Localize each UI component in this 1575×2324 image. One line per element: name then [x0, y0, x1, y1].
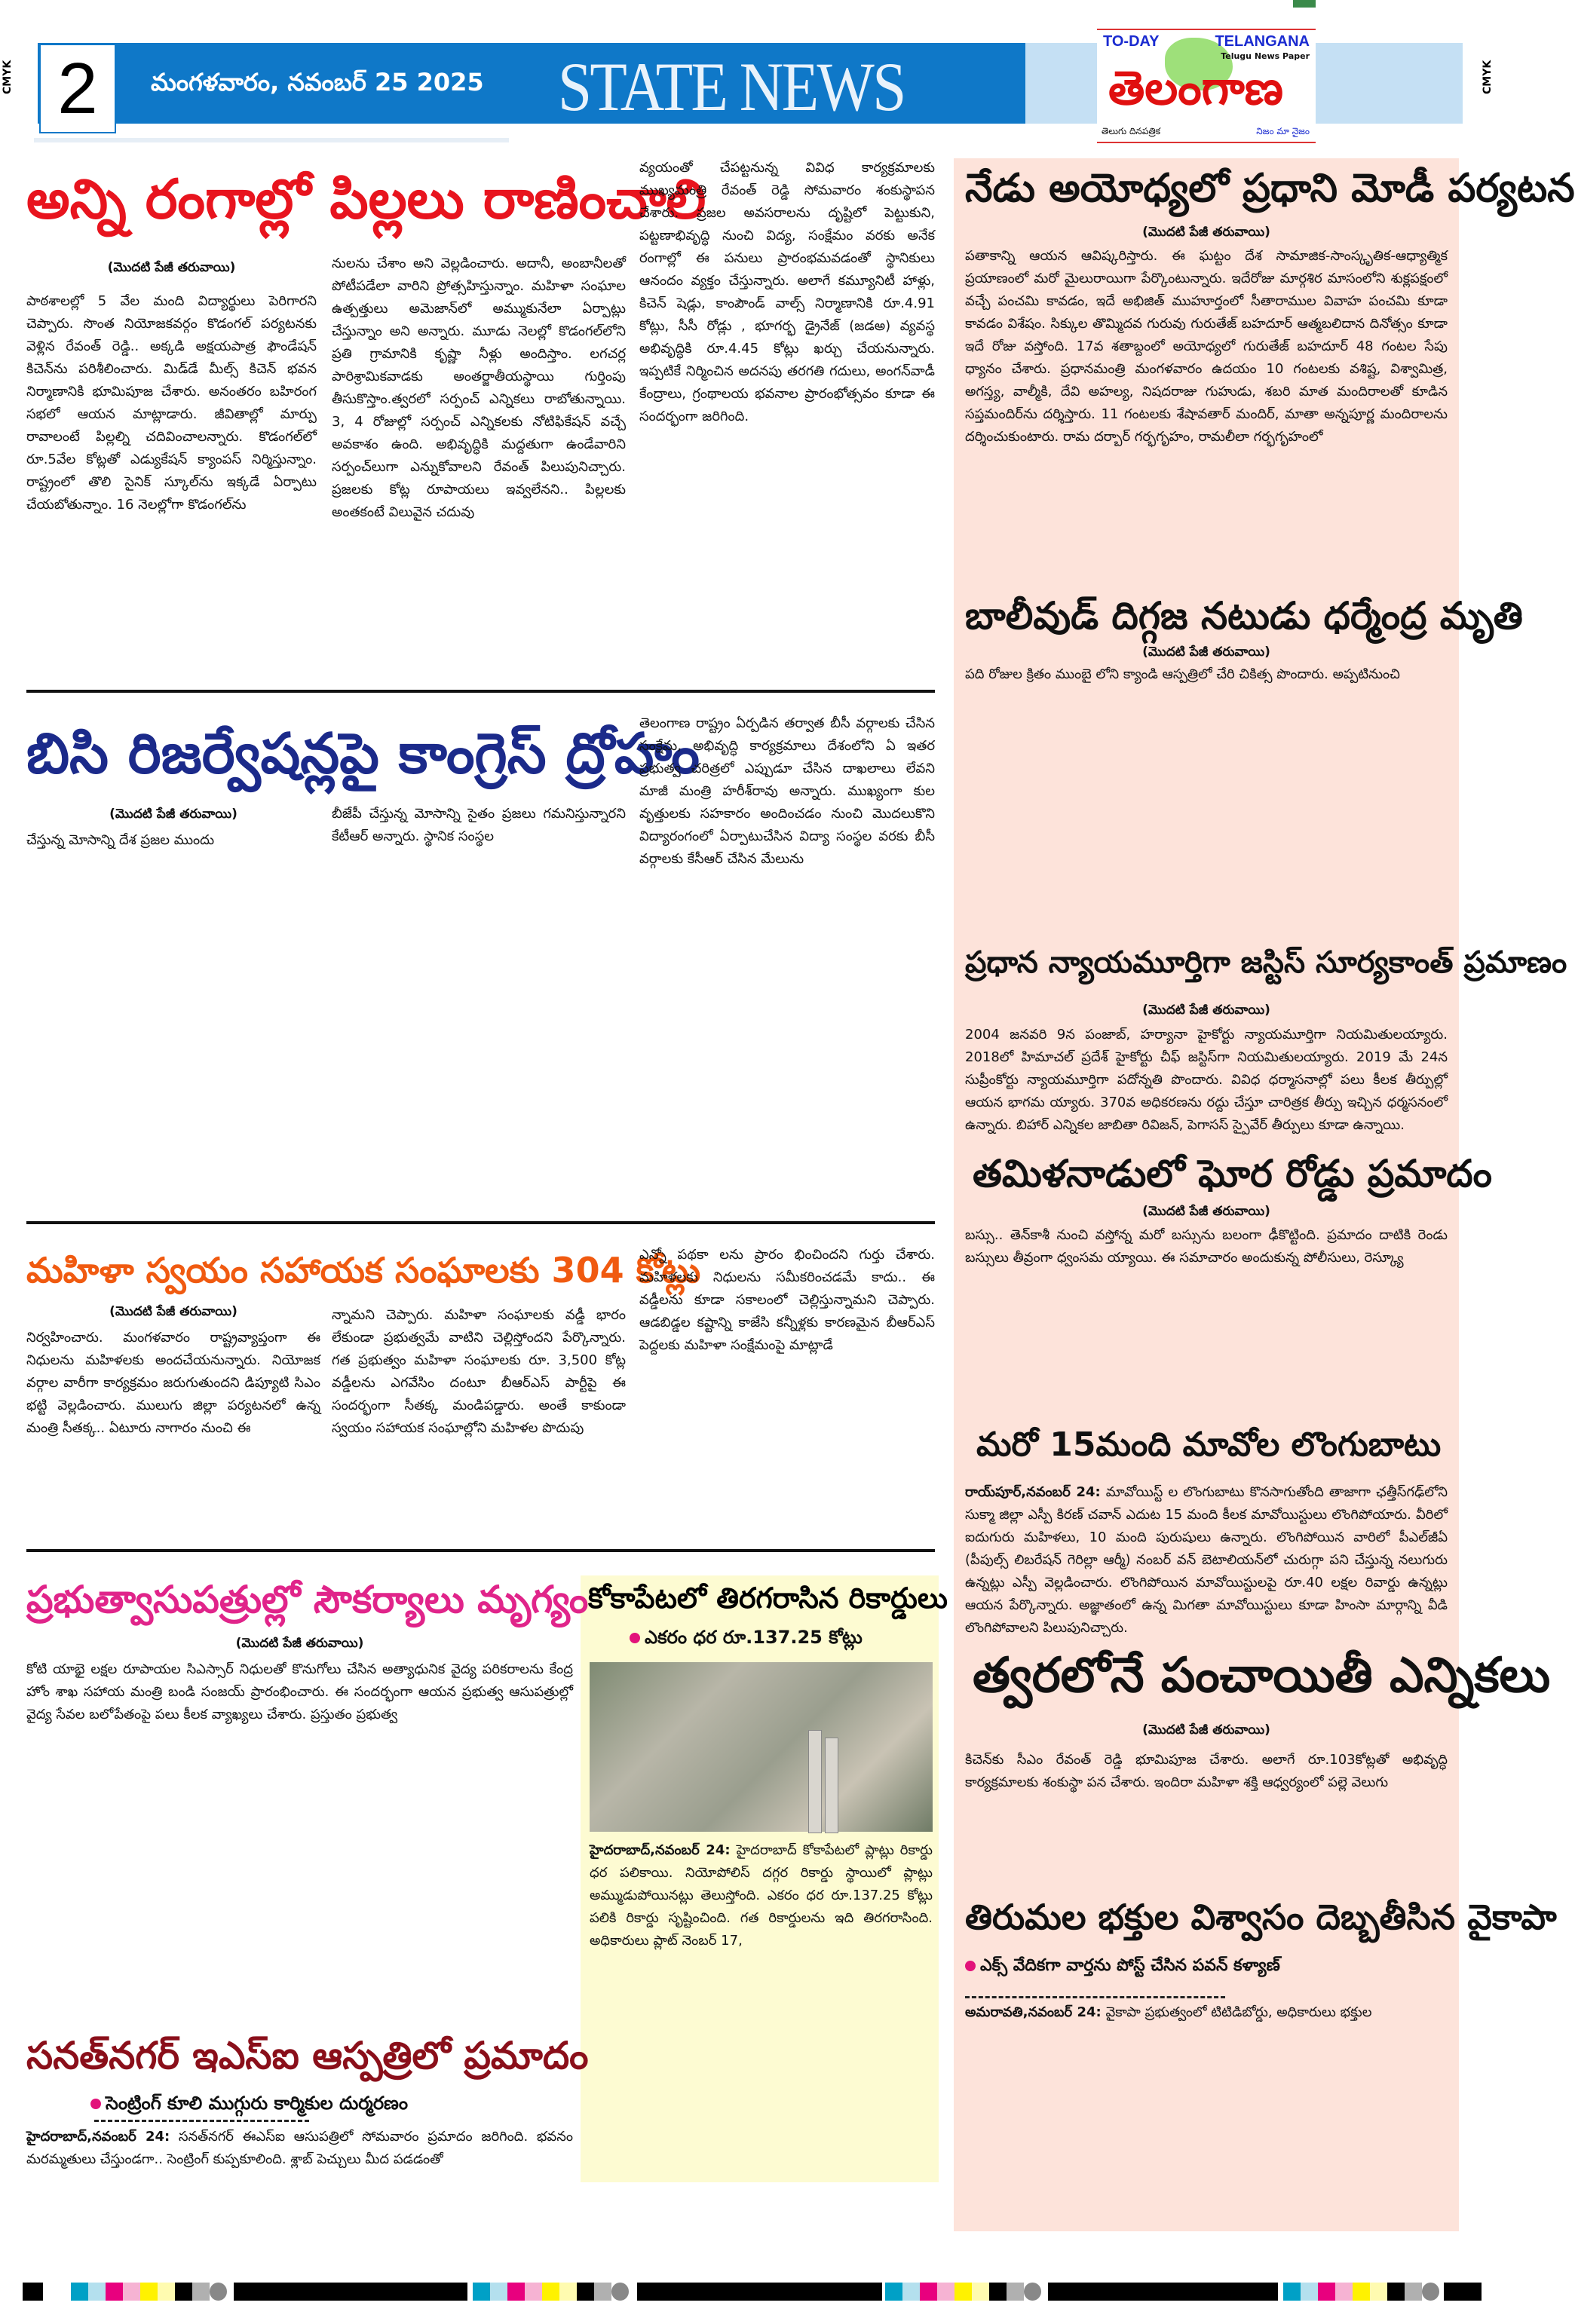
headline-dharmendra: బాలీవుడ్ దిగ్గజ నటుడు ధర్మేంద్ర మృతి	[965, 594, 1523, 638]
dateline: హైదరాబాద్,నవంబర్ 24:	[590, 1842, 731, 1858]
headline-bc-reservations: బిసి రిజర్వేషన్లపై కాంగ్రెస్ ద్రోహం	[26, 721, 700, 786]
article-body: బస్సు.. తెన్‌కాశీ నుంచి వస్తోన్న మరో బస్సును బలంగా ఢీకొట్టింది. ప్రమాదం దాటికి రెండు బస్సులు తీవ్రంగా ధ్వంసమ య్యాయి. ఈ సమాచారం అందుకున్న పోలీసులు, రెస్క్యూ	[965, 1227, 1448, 1266]
article-body: పతాకాన్ని ఆయన ఆవిష్కరిస్తారు. ఈ ఘట్టం దేశ సామాజిక-సాంస్కృతిక-ఆధ్యాత్మిక ప్రయాణంలో మరో మైలురాయిగా పేర్కొంటున్నారు. ఇదేరోజు మార్గశిర మాసంలోని శుక్లపక్షంలో వచ్చే పంచమి కావడం, ఇదే అభిజిత్ ముహూర్తంలో సీతారాముల వివాహ పంచమి కూడా కావడం విశేషం. సిక్కుల తొమ్మిదవ గురువు గురుతేజ్ బహదూర్ ఆత్మబలిదాన దినోత్సం కూడా ఇదే రోజు వస్తోంది. 17వ శతాబ్దంలో అయోధ్యలో గురుతేజ్ బహదూర్ 48 గంటల సేపు ధ్యానం చేశారు. ప్రధానమంత్రి మంగళవారం ఉదయం 10 గంటలకు వశిష్ట, విశ్వామిత్ర, అగస్త్య, వాల్మీకి, దేవి అహల్య, నిషదరాజు గుహుడు, శబరి మాత మందిరాలతో కూడిన సప్తమందిర్‌ను దర్శిస్తారు. 11 గంటలకు శేషావతార్ మందిర్, మాతా అన్నపూర్ణ మందిరాలను దర్శించుకుంటారు. రామ దర్బార్ గర్భగృహం, రామలీలా గర్భగృహంలో	[965, 248, 1448, 445]
headline-maoists: మరో 15మంది మావోల లొంగుబాటు	[976, 1425, 1442, 1464]
article-column: ఎన్నో పథకా లను ప్రారం భించిందని గుర్తు చేశారు. మహిళలకు నిధులను సమీకరించడమే కాదు.. ఈ వడ్డీలను కూడా సకాలంలో చెల్లిస్తున్నామని చెప్పారు. ఆడబిడ్డల కష్టాన్ని కాజేసి కన్నీళ్లకు కారణమైన బీఆర్ఎస్ పెద్దలకు మహిళా సంక్షేమంపై మాట్లాడే	[639, 1247, 935, 1353]
divider	[26, 690, 935, 693]
dateline: హైదరాబాద్,నవంబర్ 24:	[26, 2129, 170, 2145]
header-underline	[34, 138, 509, 142]
logo-tagline: Telugu News Paper	[1221, 51, 1310, 61]
divider	[26, 1221, 935, 1224]
continued-label: (మొదటి పేజీ తరువాయి)	[109, 807, 237, 822]
article-column: వ్యయంతో చేపట్టనున్న వివిధ కార్యక్రమాలకు ముఖ్యమంత్రి రేవంత్ రెడ్డి సోమవారం శంకుస్థాపన చేశారు. ప్రజల అవసరాలను దృష్టిలో పెట్టుకుని, పట్టణాభివృద్ధి నుంచి విద్య, సంక్షేమం వరకు అనేక రంగాల్లో ఈ పనులు ప్రారంభమవడంతో స్థానికులు ఆనందం వ్యక్తం చేస్తున్నారు. అలాగే కమ్యూనిటీ హాళ్లు, కిచెన్ షెడ్లు, కాంపౌండ్ వాల్స్ నిర్మాణానికి రూ.4.91 కోట్లు, సీసీ రోడ్లు , భూగర్భ డ్రైనేజ్ (జడఅ) వ్యవస్థ అభివృద్ధికి రూ.4.45 కోట్లు ఖర్చు చేయనున్నారు. ఇప్పటికే నిర్మించిన అదనపు తరగతి గదులు, అంగన్‌వాడీ కేంద్రాలు, గ్రంథాలయ భవనాల ప్రారంభోత్సవం కూడా ఈ సందర్భంగా జరిగింది.	[639, 160, 935, 424]
continued-label: (మొదటి పేజీ తరువాయి)	[1142, 1204, 1270, 1219]
calibration-swatch	[158, 2283, 175, 2301]
print-mark	[1293, 0, 1316, 8]
headline-cji: ప్రధాన న్యాయమూర్తిగా జస్టిస్ సూర్యకాంత్ ప్రమాణం	[965, 945, 1567, 980]
photo-building	[808, 1730, 822, 1833]
headline-tirumala: తిరుమల భక్తుల విశ్వాసం దెబ్బతీసిన వైకాపా	[965, 1897, 1557, 1937]
logo-today: TO-DAY	[1103, 33, 1160, 50]
calibration-swatch	[490, 2283, 507, 2301]
calibration-swatch	[972, 2283, 989, 2301]
calibration-swatch	[106, 2283, 123, 2301]
calibration-swatch	[1283, 2283, 1301, 2301]
continued-label: (మొదటి పేజీ తరువాయి)	[235, 1636, 364, 1651]
photo-building	[825, 1738, 838, 1833]
calibration-swatch	[1405, 2283, 1422, 2301]
headline-panchayat: త్వరలోనే పంచాయితీ ఎన్నికలు	[973, 1648, 1551, 1704]
section-title: STATE NEWS	[558, 48, 905, 125]
calibration-swatch	[71, 2283, 88, 2301]
subheadline-sanathnagar	[90, 2093, 408, 2118]
body-text: సనత్‌నగర్ ఈఎస్ఐ ఆసుపత్రిలో సోమవారం ప్రమాదం జరిగింది. భవనం మరమ్మతులు చేస్తుండగా.. సెంట్రింగ్ కుప్పకూలింది. శ్లాబ్ పెచ్చులు మీద పడడంతో	[26, 2129, 573, 2167]
cmyk-registration-mark-left: CMYK	[2, 60, 14, 94]
page-number: 2	[39, 44, 116, 133]
subheadline-tirumala	[965, 1956, 1280, 1979]
calibration-swatch	[140, 2283, 158, 2301]
bullet-icon	[90, 2099, 101, 2109]
calibration-swatch	[192, 2283, 210, 2301]
calibration-block	[234, 2283, 467, 2301]
subheadline-text: ఎకరం ధర రూ.137.25 కోట్లు	[645, 1627, 863, 1648]
calibration-block	[1444, 2283, 1482, 2301]
article-body	[965, 2001, 1448, 2224]
logo-bottom-left: తెలుగు దినపత్రిక	[1102, 126, 1161, 136]
calibration-swatch	[1301, 2283, 1318, 2301]
calibration-block	[1048, 2283, 1278, 2301]
continued-label: (మొదటి పేజీ తరువాయి)	[1142, 1003, 1270, 1018]
article-body	[26, 2126, 573, 2194]
calibration-swatch	[954, 2283, 972, 2301]
calibration-swatch	[507, 2283, 525, 2301]
bullet-icon	[965, 1961, 976, 1971]
dashed-divider	[94, 2120, 309, 2122]
headline-children: అన్ని రంగాల్లో పిల్లలు రాణించాలి	[26, 167, 706, 231]
issue-date: మంగళవారం, నవంబర్ 25 2025	[151, 68, 484, 96]
calibration-swatch	[989, 2283, 1007, 2301]
calibration-swatch	[577, 2283, 594, 2301]
logo-telangana: TELANGANA	[1215, 33, 1310, 50]
article-column: బీజేపీ చేస్తున్న మోసాన్ని సైతం ప్రజలు గమనిస్తున్నారని కేటీఆర్ అన్నారు. స్థానిక సంస్థల	[332, 806, 626, 844]
bullet-icon	[630, 1633, 640, 1643]
calibration-swatch	[559, 2283, 577, 2301]
article-body: కోటి యాభై లక్షల రూపాయల సిఎస్సార్ నిధులతో కొనుగోలు చేసిన అత్యాధునిక వైద్య పరికరాలను కేంద్ర హోం శాఖ సహాయ మంత్రి బండి సంజయ్ ప్రారంభించారు. ఈ సందర్భంగా ఆయన ప్రభుత్వ ఆసుపత్రుల్లో వైద్య సేవల బలోపేతంపై పలు కీలక వ్యాఖ్యలు చేశారు. ప్రస్తుతం ప్రభుత్వ	[26, 1661, 573, 1722]
calibration-swatch	[920, 2283, 937, 2301]
calibration-swatch	[902, 2283, 920, 2301]
calibration-swatch	[594, 2283, 611, 2301]
headline-hospitals: ప్రభుత్వాసుపత్రుల్లో సౌకర్యాలు మృగ్యం	[26, 1578, 589, 1621]
divider	[26, 1549, 935, 1552]
newspaper-logo	[1097, 29, 1316, 143]
body-text: మావోయిస్ట్ ల లొంగుబాటు కొనసాగుతోంది తాజాగా ఛత్తీస్‌గఢ్‌లోని సుక్మా జిల్లా ఎస్పీ కిరణ్ చవాన్ ఎదుట 15 మంది కీలక మావోయిస్టులు లొంగిపోయారు. వీరిలో ఐదుగురు మహిళలు, 10 మంది పురుషులు ఉన్నారు. లొంగిపోయిన వారిలో పీఎల్‌జీఏ (పీపుల్స్ లిబరేషన్ గెరిల్లా ఆర్మీ) నంబర్ వన్ బెటాలియన్‌లో చురుగ్గా పని చేస్తున్న నలుగురు ఉన్నట్లు ఎస్పీ వెల్లడించారు. లొంగిపోయిన మావోయిస్టులపై రూ.40 లక్షల రివార్డు ఉన్నట్లు ఆయన పేర్కొన్నారు. అజ్ఞాతంలో ఉన్న మిగతా మావోయిస్టులు కూడా హింసా మార్గాన్ని వీడి లొంగిపోవాలని పిలుపునిచ్చారు.	[965, 1484, 1448, 1636]
calibration-swatch	[1387, 2283, 1405, 2301]
headline-ayodhya: నేడు అయోధ్యలో ప్రధాని మోడీ పర్యటన	[965, 166, 1575, 211]
calibration-swatch	[1024, 2283, 1041, 2301]
continued-label: (మొదటి పేజీ తరువాయి)	[1142, 1722, 1270, 1738]
calibration-swatch	[1007, 2283, 1024, 2301]
calibration-swatch	[123, 2283, 140, 2301]
calibration-swatch	[611, 2283, 629, 2301]
article-body: 2004 జనవరి 9న పంజాబ్, హర్యానా హైకోర్టు న్యాయమూర్తిగా నియమితులయ్యారు. 2018లో హిమాచల్ ప్రదేశ్ హైకోర్టు చీఫ్ జస్టిస్‌గా నియమితులయ్యారు. 2019 మే 24న సుప్రీంకోర్టు న్యాయమూర్తిగా పదోన్నతి పొందారు. వివిధ ధర్మాసనాల్లో పలు కీలక తీర్పుల్లో ఆయన భాగమ య్యారు. 370వ అధికరణను రద్దు చేస్తూ చారిత్రక తీర్పు ఇచ్చిన ధర్మసనంలో ఉన్నారు. బిహార్ ఎన్నికల జాబితా రివిజన్, పెగాసస్ స్పైవేర్ తీర్పులు కూడా ఉన్నాయి.	[965, 1027, 1448, 1133]
article-body	[590, 1839, 933, 2175]
calibration-swatch	[1353, 2283, 1370, 2301]
aerial-photo	[590, 1662, 933, 1832]
continued-label: (మొదటి పేజీ తరువాయి)	[1142, 645, 1270, 660]
article-body: కిచెన్‌కు సీఎం రేవంత్ రెడ్డి భూమిపూజ చేశారు. అలాగే రూ.103కోట్లతో అభివృద్ధి కార్యక్రమాలకు శంకుస్థా పన చేశారు. ఇందిరా మహిళా శక్తి ఆధ్వర్యంలో పల్లె వెలుగు	[965, 1752, 1448, 1790]
article-body	[965, 1481, 1448, 1640]
logo-masthead: తెలంగాణ	[1108, 60, 1283, 115]
subheadline-text: సెంట్రింగ్ కూలి ముగ్గురు కార్మికుల దుర్మరణం	[106, 2093, 409, 2114]
article-column: న్నామని చెప్పారు. మహిళా సంఘాలకు వడ్డీ భారం లేకుండా ప్రభుత్వమే వాటిని చెల్లిస్తోందని పేర్కొన్నారు. గత ప్రభుత్వం మహిళా సంఘాలకు రూ. 3,500 కోట్ల వడ్డీలను ఎగవేసిం దంటూ బీఆర్ఎస్ పార్టీపై ఈ సందర్భంగా సీతక్క మండిపడ్డారు. అంతే కాకుండా స్వయం సహాయక సంఘాల్లోని మహిళల పొదుపు	[332, 1307, 626, 1436]
body-text: హైదరాబాద్ కోకాపేటలో ప్లాట్లు రికార్డు ధర పలికాయి. నియోపోలిస్ దగ్గర రికార్డు స్థాయిలో ప్లాట్లు అమ్ముడుపోయినట్లు తెలుస్తోంది. ఎకరం ధర రూ.137.25 కోట్లు పలికి రికార్డు సృష్టించింది. గత రికార్డులను ఇది తిరగరాసింది. అధికారులు ప్లాట్ నెంబర్ 17,	[590, 1842, 933, 1949]
dateline: అమరావతి,నవంబర్ 24:	[965, 2004, 1102, 2020]
subheadline-text: ఎక్స్ వేదికగా వార్తను పోస్ట్ చేసిన పవన్ కళ్యాణ్	[980, 1956, 1280, 1975]
calibration-swatch	[88, 2283, 106, 2301]
headline-women-groups: మహిళా స్వయం సహాయక సంఘాలకు 304 కోట్లు	[26, 1250, 701, 1291]
continued-label: (మొదటి పేజీ తరువాయి)	[107, 260, 236, 275]
dateline: రాయ్‌పూర్,నవంబర్ 24:	[965, 1484, 1101, 1500]
headline-tamilnadu: తమిళనాడులో ఘోర రోడ్డు ప్రమాదం	[973, 1152, 1492, 1196]
calibration-swatch	[1318, 2283, 1335, 2301]
article-column: తెలంగాణ రాష్ట్రం ఏర్పడిన తర్వాత బీసీ వర్గాలకు చేసిన సంక్షేమ, అభివృద్ధి కార్యక్రమాలు దేశంలోని ఏ ఇతర ప్రభుత్వ చరిత్రలో ఎప్పుడూ చేసిన దాఖలాలు లేవని మాజీ మంత్రి హరీశ్‌రావు అన్నారు. ముఖ్యంగా కుల వృత్తులకు సహకారం అందించడం నుంచి మొదలుకొని విద్యారంగంలో ఏర్పాటుచేసిన విద్యా సంస్థల వరకు బీసీ వర్గాలకు కేసీఆర్ చేసిన మేలును	[639, 715, 935, 867]
article-column: నులను చేశాం అని వెల్లడించారు. అదానీ, అంబానీలతో పోటీపడేలా వారిని ప్రోత్సహిస్తున్నాం. మహిళా సంఘాల ఉత్పత్తులు అమెజాన్‌లో అమ్ముకునేలా ఏర్పాట్లు చేస్తున్నాం అని అన్నారు. మూడు నెలల్లో కొడంగల్‌లోని ప్రతి గ్రామానికి కృష్ణా నీళ్లు అందిస్తాం. లగచర్ల పారిశ్రామికవాడకు అంతర్జాతీయస్థాయి గుర్తింపు తీసుకొస్తాం.త్వరలో సర్పంచ్ ఎన్నికలు రాబోతున్నాయి. 3, 4 రోజుల్లో సర్పంచ్ ఎన్నికలకు నోటిఫికేషన్ వచ్చే అవకాశం ఉంది. అభివృద్ధికి మద్దతుగా ఉండేవారిని సర్పంచ్‌లుగా ఎన్నుకోవాలని రేవంత్ పిలుపునిచ్చారు. ప్రజలకు కోట్ల రూపాయలు ఇవ్వలేనని.. పిల్లలకు అంతకంటే విలువైన చదువు	[332, 256, 626, 520]
article-body: పది రోజుల క్రితం ముంబై లోని క్యాండి ఆస్పత్రిలో చేరి చికిత్స పొందారు. అప్పటినుంచి	[965, 666, 1400, 682]
cmyk-registration-mark-right: CMYK	[1482, 60, 1494, 94]
calibration-swatch	[542, 2283, 559, 2301]
calibration-swatch	[1335, 2283, 1353, 2301]
article-column: చేస్తున్న మోసాన్ని దేశ ప్రజల ముందు	[26, 832, 215, 848]
article-column: నిర్వహించారు. మంగళవారం రాష్ట్రవ్యాప్తంగా ఈ నిధులను మహిళలకు అందచేయనున్నారు. నియోజక వర్గాల వారీగా కార్యక్రమం జరుగుతుందని డిప్యూటి సిఎం భట్టి వెల్లడించారు. ములుగు జిల్లా పర్యటనలో ఉన్న మంత్రి సీతక్క.. ఏటూరు నాగారం నుంచి ఈ	[26, 1330, 320, 1436]
continued-label: (మొదటి పేజీ తరువాయి)	[109, 1304, 237, 1319]
continued-label: (మొదటి పేజీ తరువాయి)	[1142, 225, 1270, 240]
calibration-swatch	[210, 2283, 227, 2301]
article-column: పాఠశాలల్లో 5 వేల మంది విద్యార్థులు పెరిగారని చెప్పారు. సొంత నియోజకవర్గం కొడంగల్ పర్యటనకు వెళ్లిన రేవంత్ రెడ్డి.. అక్కడి అక్షయపాత్ర ఫౌండేషన్ కిచెన్‌ను పరిశీలించారు. మిడ్‌డే మీల్స్ కిచెన్ భవన నిర్మాణానికి భూమిపూజ చేశారు. అనంతరం బహిరంగ సభలో ఆయన మాట్లాడారు. జీవితాల్లో మార్పు రావాలంటే పిల్లల్ని చదివించాలన్నారు. కొడంగల్‌లో రూ.5వేల కోట్లతో ఎడ్యుకేషన్ క్యాంపస్ నిర్మిస్తున్నాం. రాష్ట్రంలో తొలి సైనిక్ స్కూల్‌ను ఇక్కడే ఏర్పాటు చేయబోతున్నాం. 16 నెలల్లోగా కొడంగల్‌ను	[26, 293, 317, 513]
calibration-swatch	[937, 2283, 954, 2301]
subheadline-kokapet	[630, 1627, 863, 1652]
body-text: వైకాపా ప్రభుత్వంలో టిటిడిబోర్డు, అధికారులు భక్తుల	[1105, 2004, 1372, 2020]
calibration-swatch	[885, 2283, 902, 2301]
calibration-swatch	[525, 2283, 542, 2301]
headline-kokapet: కోకాపేటలో తిరగరాసిన రికార్డులు	[588, 1581, 948, 1615]
calibration-swatch	[473, 2283, 490, 2301]
calibration-swatch	[1370, 2283, 1387, 2301]
logo-bottom-right: నిజం మా నైజం	[1256, 126, 1310, 136]
calibration-block	[637, 2283, 882, 2301]
dashed-divider	[965, 1996, 1225, 1998]
calibration-block	[23, 2283, 43, 2301]
calibration-swatch	[175, 2283, 192, 2301]
headline-sanathnagar: సనత్‌నగర్ ఇఎస్ఐ ఆస్పత్రిలో ప్రమాదం	[26, 2034, 589, 2078]
calibration-swatch	[1422, 2283, 1439, 2301]
